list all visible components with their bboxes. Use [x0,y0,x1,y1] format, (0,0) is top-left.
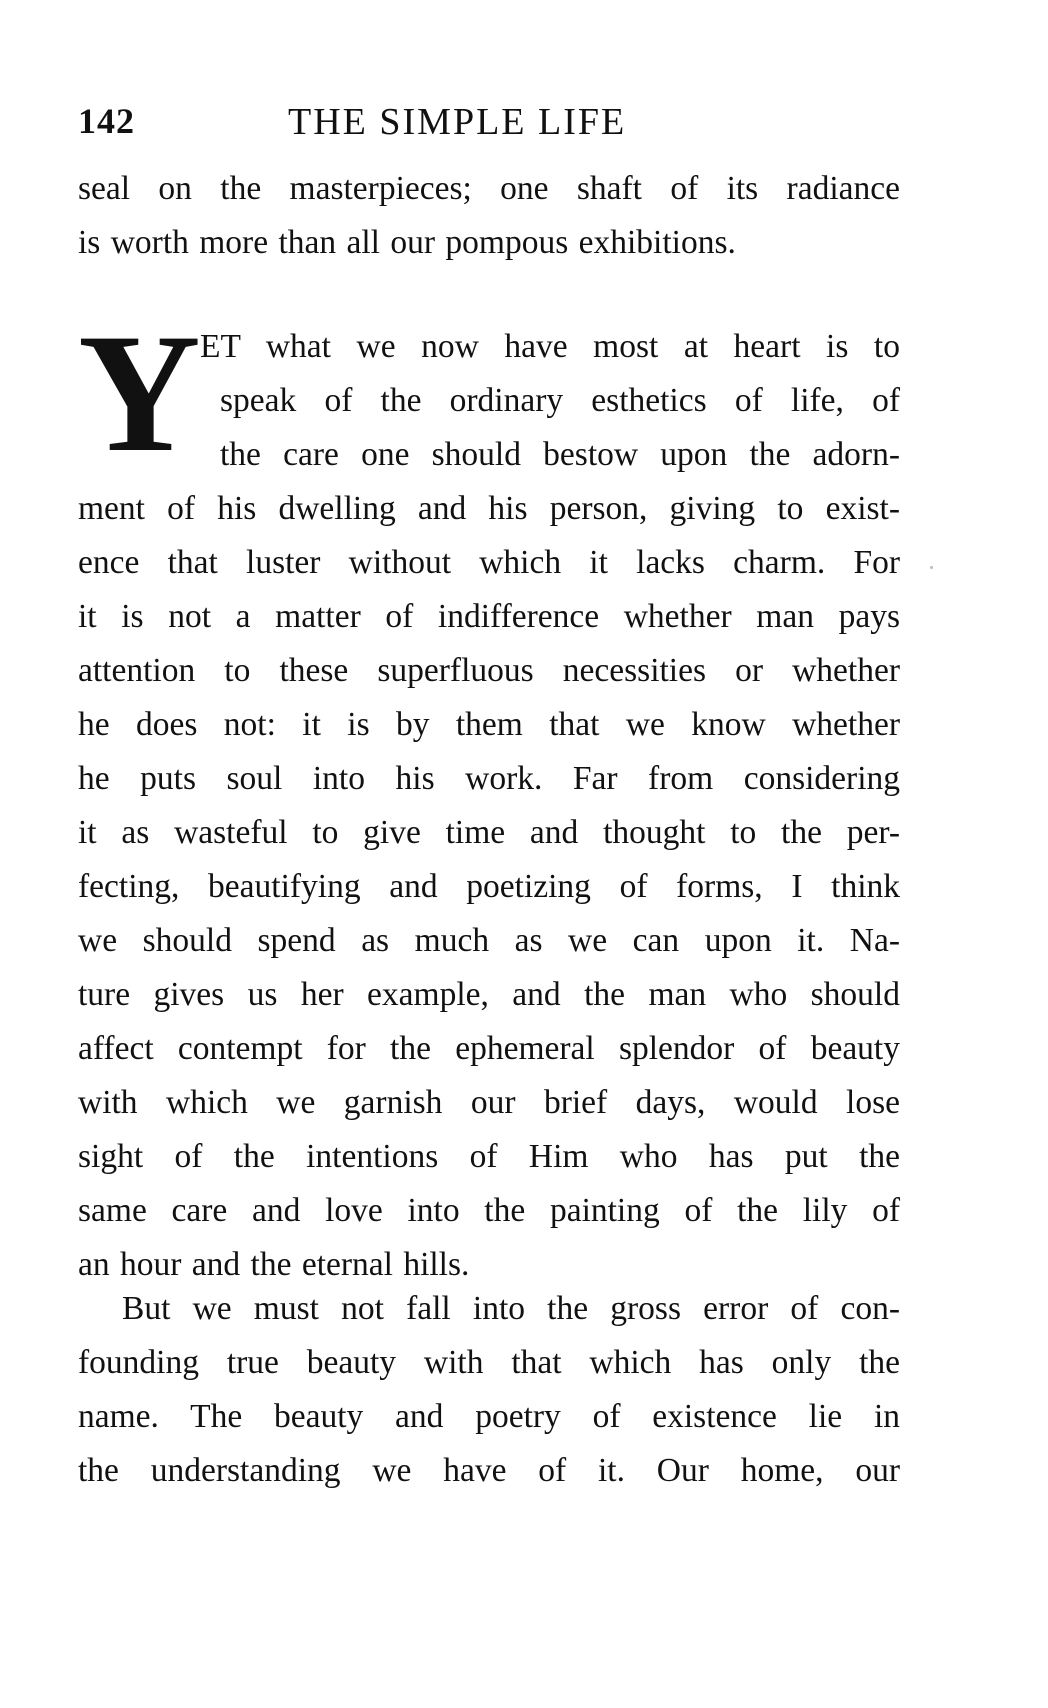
page-number: 142 [78,101,135,141]
text-line: an hour and the eternal hills. [78,1246,470,1283]
text-line: seal on the masterpieces; one shaft of its radiance [78,170,900,207]
text-line: affect contempt for the ephemeral splendor of beauty [78,1030,900,1067]
running-head: THE SIMPLE LIFE [288,101,627,143]
text-line: is worth more than all our pompous exhibitions. [78,224,736,261]
text-line: attention to these superfluous necessities or whether [78,652,900,689]
drop-cap: Y [78,299,201,487]
text-line: same care and love into the painting of the lily of [78,1192,900,1229]
text-line: name. The beauty and poetry of existence lie in [78,1398,900,1435]
paragraph-body [78,482,900,1292]
text-line: fecting, beautifying and poetizing of forms, I think [78,868,900,905]
drop-cap-first-line [200,320,900,374]
page-speck [930,566,933,569]
text-line: founding true beauty with that which has only the [78,1344,900,1381]
text-line: ET what we now have most at heart is to [200,328,900,365]
text-line: speak of the ordinary esthetics of life, of [220,382,900,419]
text-line: the understanding we have of it. Our home, our [78,1452,900,1489]
text-line: it as wasteful to give time and thought to the per- [78,814,900,851]
text-line: with which we garnish our brief days, would lose [78,1084,900,1121]
paragraph-three [78,1282,900,1498]
text-line: But we must not fall into the gross error of con- [122,1290,900,1327]
text-line: we should spend as much as we can upon it. Na- [78,922,900,959]
text-line: ture gives us her example, and the man who should [78,976,900,1013]
continued-paragraph [78,162,900,270]
text-line: the care one should bestow upon the adorn- [220,436,900,473]
page-header [78,100,908,152]
text-line: he puts soul into his work. Far from considering [78,760,900,797]
text-line: he does not: it is by them that we know whether [78,706,900,743]
drop-cap-indented-lines [220,374,900,482]
text-line: it is not a matter of indifference whether man pays [78,598,900,635]
text-line: sight of the intentions of Him who has put the [78,1138,900,1175]
text-line: ment of his dwelling and his person, giving to exist- [78,490,900,527]
text-line: ence that luster without which it lacks charm. For [78,544,900,581]
